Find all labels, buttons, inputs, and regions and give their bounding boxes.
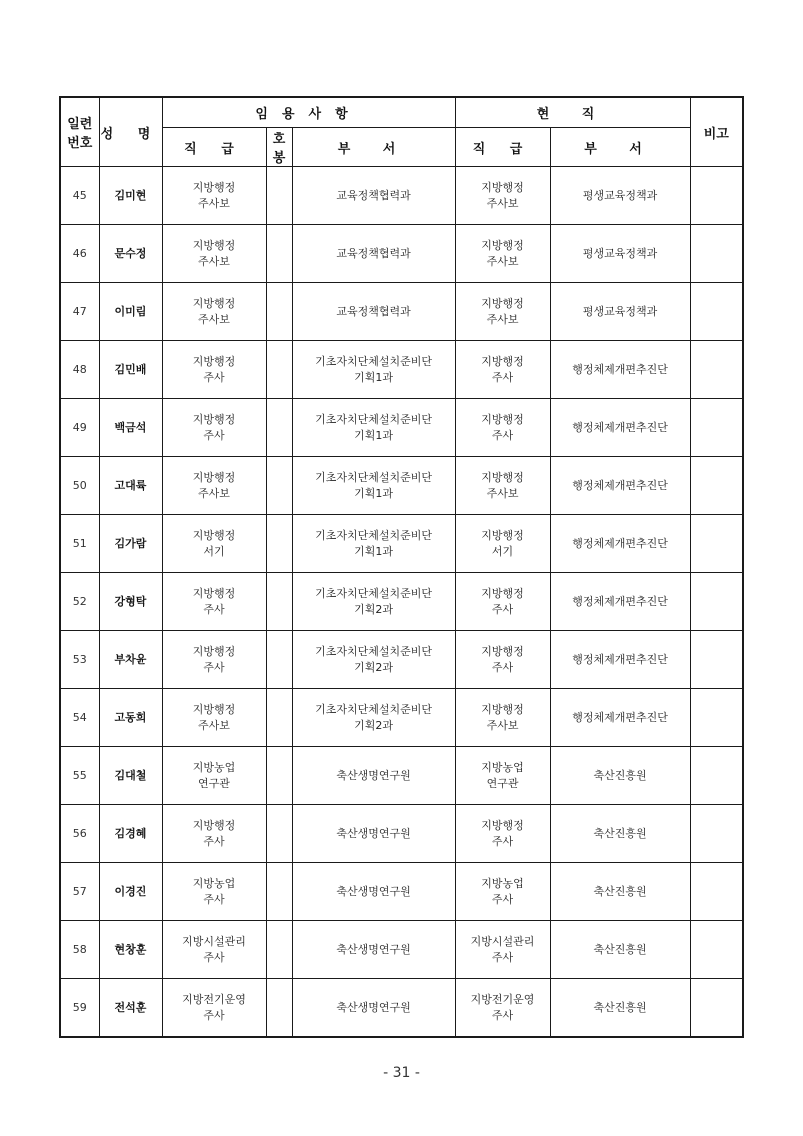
serial-number: 56 xyxy=(72,826,87,840)
grade-series: 지방행정 xyxy=(192,238,236,252)
grade-cell xyxy=(162,283,266,341)
department-division: 기획1과 xyxy=(354,428,393,442)
grade-series: 지방농업 xyxy=(192,760,236,774)
department-cell xyxy=(292,225,455,283)
table-row xyxy=(60,631,743,689)
department-name: 교육정책협력과 xyxy=(336,188,411,202)
table-row xyxy=(60,863,743,921)
current-department-cell xyxy=(550,167,690,225)
grade-series: 지방행정 xyxy=(192,644,236,658)
department-name: 축산생명연구원 xyxy=(336,942,411,956)
grade-rank: 서기 xyxy=(203,544,225,558)
grade-rank: 주사 xyxy=(203,602,225,616)
current-grade-rank: 주사 xyxy=(491,1008,514,1022)
serial-number: 49 xyxy=(72,420,87,434)
serial-number-cell xyxy=(60,805,99,863)
current-grade-series: 지방행정 xyxy=(481,818,524,832)
remarks-cell xyxy=(690,921,743,979)
current-grade-cell xyxy=(455,457,550,515)
grade-series: 지방행정 xyxy=(192,180,236,194)
current-grade-rank: 주사 xyxy=(491,892,514,906)
current-grade-cell xyxy=(455,515,550,573)
current-department-cell xyxy=(550,805,690,863)
grade-rank: 주사보 xyxy=(198,196,230,210)
hobong-cell xyxy=(266,631,292,689)
grade-cell xyxy=(162,863,266,921)
grade-rank: 연구관 xyxy=(198,776,230,790)
grade-series: 지방행정 xyxy=(192,818,236,832)
current-department-name: 평생교육정책과 xyxy=(582,246,658,260)
grade-cell xyxy=(162,979,266,1038)
serial-number-cell xyxy=(60,457,99,515)
page-number: - 31 - xyxy=(383,1065,420,1081)
current-grade-series: 지방행정 xyxy=(481,296,524,310)
hobong-cell xyxy=(266,805,292,863)
current-department-name: 평생교육정책과 xyxy=(582,188,658,202)
department-cell xyxy=(292,167,455,225)
person-name: 백금석 xyxy=(114,420,147,434)
grade-cell xyxy=(162,225,266,283)
current-grade-series: 지방농업 xyxy=(481,876,524,890)
current-department-cell xyxy=(550,515,690,573)
grade-cell xyxy=(162,747,266,805)
current-grade-series: 지방행정 xyxy=(481,412,524,426)
personnel-table xyxy=(59,96,744,1038)
department-cell xyxy=(292,515,455,573)
department-name: 축산생명연구원 xyxy=(336,768,411,782)
serial-number-cell xyxy=(60,631,99,689)
name-cell xyxy=(99,689,162,747)
current-grade-rank: 주사 xyxy=(491,834,514,848)
current-department-cell xyxy=(550,631,690,689)
current-department-name: 행정체제개편추진단 xyxy=(572,710,668,724)
table-row xyxy=(60,805,743,863)
hobong-cell xyxy=(266,921,292,979)
person-name: 현창훈 xyxy=(114,942,147,956)
person-name: 김민배 xyxy=(114,362,147,376)
table-row xyxy=(60,225,743,283)
hobong-cell xyxy=(266,167,292,225)
name-cell xyxy=(99,573,162,631)
person-name: 김대철 xyxy=(114,768,147,782)
name-cell xyxy=(99,805,162,863)
serial-number-cell xyxy=(60,167,99,225)
grade-series: 지방행정 xyxy=(192,296,236,310)
hobong-cell xyxy=(266,573,292,631)
department-division: 기획1과 xyxy=(354,544,393,558)
current-grade-cell xyxy=(455,225,550,283)
remarks-cell xyxy=(690,805,743,863)
table-row xyxy=(60,283,743,341)
name-cell xyxy=(99,283,162,341)
current-grade-cell xyxy=(455,863,550,921)
hobong-cell xyxy=(266,747,292,805)
serial-number: 51 xyxy=(72,536,87,550)
remarks-cell xyxy=(690,167,743,225)
department-name: 기초자치단체설치준비단 xyxy=(315,644,432,658)
current-grade-cell xyxy=(455,341,550,399)
current-grade-rank: 주사보 xyxy=(486,486,519,500)
current-grade-rank: 주사 xyxy=(491,370,514,384)
current-grade-series: 지방행정 xyxy=(481,354,524,368)
department-cell xyxy=(292,457,455,515)
grade-rank: 주사보 xyxy=(198,254,230,268)
current-department-cell xyxy=(550,283,690,341)
remarks-header: 비고 xyxy=(690,97,743,167)
person-name: 고대륙 xyxy=(114,478,147,492)
current-department-cell xyxy=(550,341,690,399)
hobong-header: 호봉 xyxy=(266,128,292,167)
current-department-name: 행정체제개편추진단 xyxy=(572,478,668,492)
grade-rank: 주사 xyxy=(203,1008,225,1022)
current-grade-series: 지방농업 xyxy=(481,760,524,774)
current-department-cell xyxy=(550,863,690,921)
hobong-cell xyxy=(266,979,292,1038)
current-department-cell xyxy=(550,457,690,515)
grade-rank: 주사 xyxy=(203,370,225,384)
serial-number-header-line1: 일련 xyxy=(67,117,93,132)
grade-rank: 주사 xyxy=(203,950,225,964)
remarks-cell xyxy=(690,689,743,747)
hobong-cell xyxy=(266,863,292,921)
current-department-name: 평생교육정책과 xyxy=(582,304,658,318)
current-grade-cell xyxy=(455,689,550,747)
grade-rank: 주사 xyxy=(203,660,225,674)
serial-number-cell xyxy=(60,689,99,747)
current-grade-rank: 주사 xyxy=(491,602,514,616)
remarks-cell xyxy=(690,341,743,399)
person-name: 강형탁 xyxy=(114,594,147,608)
department-name: 기초자치단체설치준비단 xyxy=(315,354,432,368)
person-name: 김미현 xyxy=(114,188,147,202)
serial-number-cell xyxy=(60,515,99,573)
current-department-cell xyxy=(550,689,690,747)
grade-rank: 주사 xyxy=(203,892,225,906)
department-cell xyxy=(292,399,455,457)
appointment-header: 임용사항 xyxy=(162,97,455,128)
grade-cell xyxy=(162,921,266,979)
current-grade-cell xyxy=(455,167,550,225)
grade-cell xyxy=(162,689,266,747)
current-grade-series: 지방행정 xyxy=(481,238,524,252)
hobong-cell xyxy=(266,283,292,341)
name-cell xyxy=(99,167,162,225)
current-department-name: 행정체제개편추진단 xyxy=(572,536,668,550)
current-department-name: 행정체제개편추진단 xyxy=(572,594,668,608)
current-grade-cell xyxy=(455,573,550,631)
grade-series: 지방행정 xyxy=(192,528,236,542)
name-header: 성 명 xyxy=(99,97,162,167)
grade-rank: 주사보 xyxy=(198,312,230,326)
remarks-cell xyxy=(690,225,743,283)
name-cell xyxy=(99,747,162,805)
remarks-cell xyxy=(690,399,743,457)
person-name: 김가람 xyxy=(114,536,147,550)
table-row xyxy=(60,515,743,573)
serial-number: 48 xyxy=(72,362,87,376)
current-grade-rank: 주사보 xyxy=(486,312,519,326)
department-cell xyxy=(292,863,455,921)
remarks-cell xyxy=(690,283,743,341)
current-department-cell xyxy=(550,921,690,979)
current-department-name: 축산진흥원 xyxy=(593,768,647,782)
grade-series: 지방농업 xyxy=(192,876,236,890)
current-grade-rank: 주사보 xyxy=(486,254,519,268)
hobong-cell xyxy=(266,399,292,457)
hobong-cell xyxy=(266,689,292,747)
department-name: 교육정책협력과 xyxy=(336,304,411,318)
name-cell xyxy=(99,979,162,1038)
serial-number: 52 xyxy=(72,594,87,608)
current-grade-rank: 주사 xyxy=(491,950,514,964)
department-division: 기획1과 xyxy=(354,486,393,500)
grade-rank: 주사 xyxy=(203,834,225,848)
current-grade-series: 지방행정 xyxy=(481,586,524,600)
remarks-cell xyxy=(690,457,743,515)
name-cell xyxy=(99,341,162,399)
table-row xyxy=(60,399,743,457)
person-name: 이경진 xyxy=(114,884,147,898)
current-position-header: 현 직 xyxy=(455,97,690,128)
current-grade-series: 지방행정 xyxy=(481,644,524,658)
department-name: 기초자치단체설치준비단 xyxy=(315,528,432,542)
remarks-cell xyxy=(690,747,743,805)
serial-number: 54 xyxy=(72,710,87,724)
table-row xyxy=(60,747,743,805)
department-division: 기획2과 xyxy=(354,718,393,732)
name-cell xyxy=(99,457,162,515)
current-grade-series: 지방전기운영 xyxy=(470,992,535,1006)
department-cell xyxy=(292,747,455,805)
grade-series: 지방전기운영 xyxy=(182,992,246,1006)
person-name: 부차윤 xyxy=(114,652,147,666)
grade-rank: 주사보 xyxy=(198,486,230,500)
table-row xyxy=(60,167,743,225)
grade-series: 지방행정 xyxy=(192,586,236,600)
serial-number: 59 xyxy=(72,1000,87,1014)
remarks-cell xyxy=(690,515,743,573)
name-cell xyxy=(99,863,162,921)
grade-cell xyxy=(162,167,266,225)
department-name: 기초자치단체설치준비단 xyxy=(315,470,432,484)
name-cell xyxy=(99,631,162,689)
table-row xyxy=(60,457,743,515)
header-row-sub xyxy=(60,128,743,167)
name-cell xyxy=(99,921,162,979)
serial-number-header-line2: 번호 xyxy=(67,136,93,151)
department-cell xyxy=(292,979,455,1038)
person-name: 이미림 xyxy=(114,304,147,318)
current-grade-rank: 주사보 xyxy=(486,718,519,732)
serial-number: 53 xyxy=(72,652,87,666)
department-name: 기초자치단체설치준비단 xyxy=(315,702,432,716)
grade-series: 지방행정 xyxy=(192,412,236,426)
current-grade-rank: 주사 xyxy=(491,660,514,674)
name-cell xyxy=(99,399,162,457)
serial-number: 55 xyxy=(72,768,87,782)
current-grade-rank: 주사보 xyxy=(486,196,519,210)
name-cell xyxy=(99,515,162,573)
current-department-name: 행정체제개편추진단 xyxy=(572,420,668,434)
department-cell xyxy=(292,921,455,979)
serial-number-cell xyxy=(60,979,99,1038)
department-cell xyxy=(292,631,455,689)
current-department-cell xyxy=(550,747,690,805)
serial-number: 58 xyxy=(72,942,87,956)
current-department-cell xyxy=(550,979,690,1038)
department-name: 축산생명연구원 xyxy=(336,884,411,898)
person-name: 고동희 xyxy=(114,710,147,724)
current-department-cell xyxy=(550,399,690,457)
serial-number: 46 xyxy=(72,246,87,260)
grade-cell xyxy=(162,805,266,863)
current-grade-cell xyxy=(455,399,550,457)
name-cell xyxy=(99,225,162,283)
current-grade-header: 직 급 xyxy=(455,128,550,167)
current-grade-cell xyxy=(455,631,550,689)
grade-series: 지방행정 xyxy=(192,354,236,368)
current-grade-cell xyxy=(455,283,550,341)
serial-number-cell xyxy=(60,225,99,283)
current-department-name: 행정체제개편추진단 xyxy=(572,652,668,666)
person-name: 전석훈 xyxy=(114,1000,147,1014)
current-department-name: 축산진흥원 xyxy=(593,826,647,840)
serial-number-cell xyxy=(60,921,99,979)
department-cell xyxy=(292,689,455,747)
department-cell xyxy=(292,283,455,341)
table-row xyxy=(60,921,743,979)
current-department-cell xyxy=(550,225,690,283)
current-department-header: 부 서 xyxy=(550,128,690,167)
department-header: 부 서 xyxy=(292,128,455,167)
grade-cell xyxy=(162,457,266,515)
current-grade-rank: 연구관 xyxy=(486,776,519,790)
table-body xyxy=(60,167,743,1038)
grade-series: 지방행정 xyxy=(192,470,236,484)
current-department-name: 축산진흥원 xyxy=(593,942,647,956)
current-department-cell xyxy=(550,573,690,631)
current-grade-cell xyxy=(455,805,550,863)
grade-cell xyxy=(162,341,266,399)
current-grade-cell xyxy=(455,979,550,1038)
department-name: 기초자치단체설치준비단 xyxy=(315,586,432,600)
remarks-cell xyxy=(690,573,743,631)
table-row xyxy=(60,689,743,747)
serial-number: 50 xyxy=(72,478,87,492)
current-grade-cell xyxy=(455,921,550,979)
serial-number-cell xyxy=(60,747,99,805)
department-name: 축산생명연구원 xyxy=(336,1000,411,1014)
department-division: 기획2과 xyxy=(354,602,393,616)
current-department-name: 축산진흥원 xyxy=(593,1000,647,1014)
grade-cell xyxy=(162,399,266,457)
table-row xyxy=(60,979,743,1038)
serial-number: 47 xyxy=(72,304,87,318)
serial-number: 45 xyxy=(72,188,87,202)
department-cell xyxy=(292,573,455,631)
current-grade-series: 지방행정 xyxy=(481,180,524,194)
grade-cell xyxy=(162,515,266,573)
serial-number: 57 xyxy=(72,884,87,898)
current-grade-cell xyxy=(455,747,550,805)
serial-number-cell xyxy=(60,283,99,341)
remarks-cell xyxy=(690,863,743,921)
serial-number-header xyxy=(60,97,99,167)
department-division: 기획2과 xyxy=(354,660,393,674)
current-grade-series: 지방행정 xyxy=(481,528,524,542)
department-name: 축산생명연구원 xyxy=(336,826,411,840)
current-department-name: 행정체제개편추진단 xyxy=(572,362,668,376)
grade-rank: 주사 xyxy=(203,428,225,442)
serial-number-cell xyxy=(60,863,99,921)
serial-number-cell xyxy=(60,341,99,399)
serial-number-cell xyxy=(60,573,99,631)
table-row xyxy=(60,573,743,631)
current-department-name: 축산진흥원 xyxy=(593,884,647,898)
current-grade-series: 지방행정 xyxy=(481,702,524,716)
person-name: 김경혜 xyxy=(114,826,147,840)
remarks-cell xyxy=(690,979,743,1038)
grade-header: 직 급 xyxy=(162,128,266,167)
current-grade-series: 지방시설관리 xyxy=(470,934,535,948)
department-cell xyxy=(292,805,455,863)
grade-series: 지방시설관리 xyxy=(182,934,246,948)
department-name: 교육정책협력과 xyxy=(336,246,411,260)
department-division: 기획1과 xyxy=(354,370,393,384)
grade-cell xyxy=(162,631,266,689)
grade-cell xyxy=(162,573,266,631)
header-row-top xyxy=(60,97,743,128)
hobong-cell xyxy=(266,341,292,399)
current-grade-rank: 주사 xyxy=(491,428,514,442)
hobong-cell xyxy=(266,225,292,283)
remarks-cell xyxy=(690,631,743,689)
current-grade-series: 지방행정 xyxy=(481,470,524,484)
table-row xyxy=(60,341,743,399)
grade-series: 지방행정 xyxy=(192,702,236,716)
grade-rank: 주사보 xyxy=(198,718,230,732)
department-cell xyxy=(292,341,455,399)
hobong-cell xyxy=(266,457,292,515)
current-grade-rank: 서기 xyxy=(491,544,514,558)
hobong-cell xyxy=(266,515,292,573)
serial-number-cell xyxy=(60,399,99,457)
department-name: 기초자치단체설치준비단 xyxy=(315,412,432,426)
person-name: 문수정 xyxy=(114,246,147,260)
